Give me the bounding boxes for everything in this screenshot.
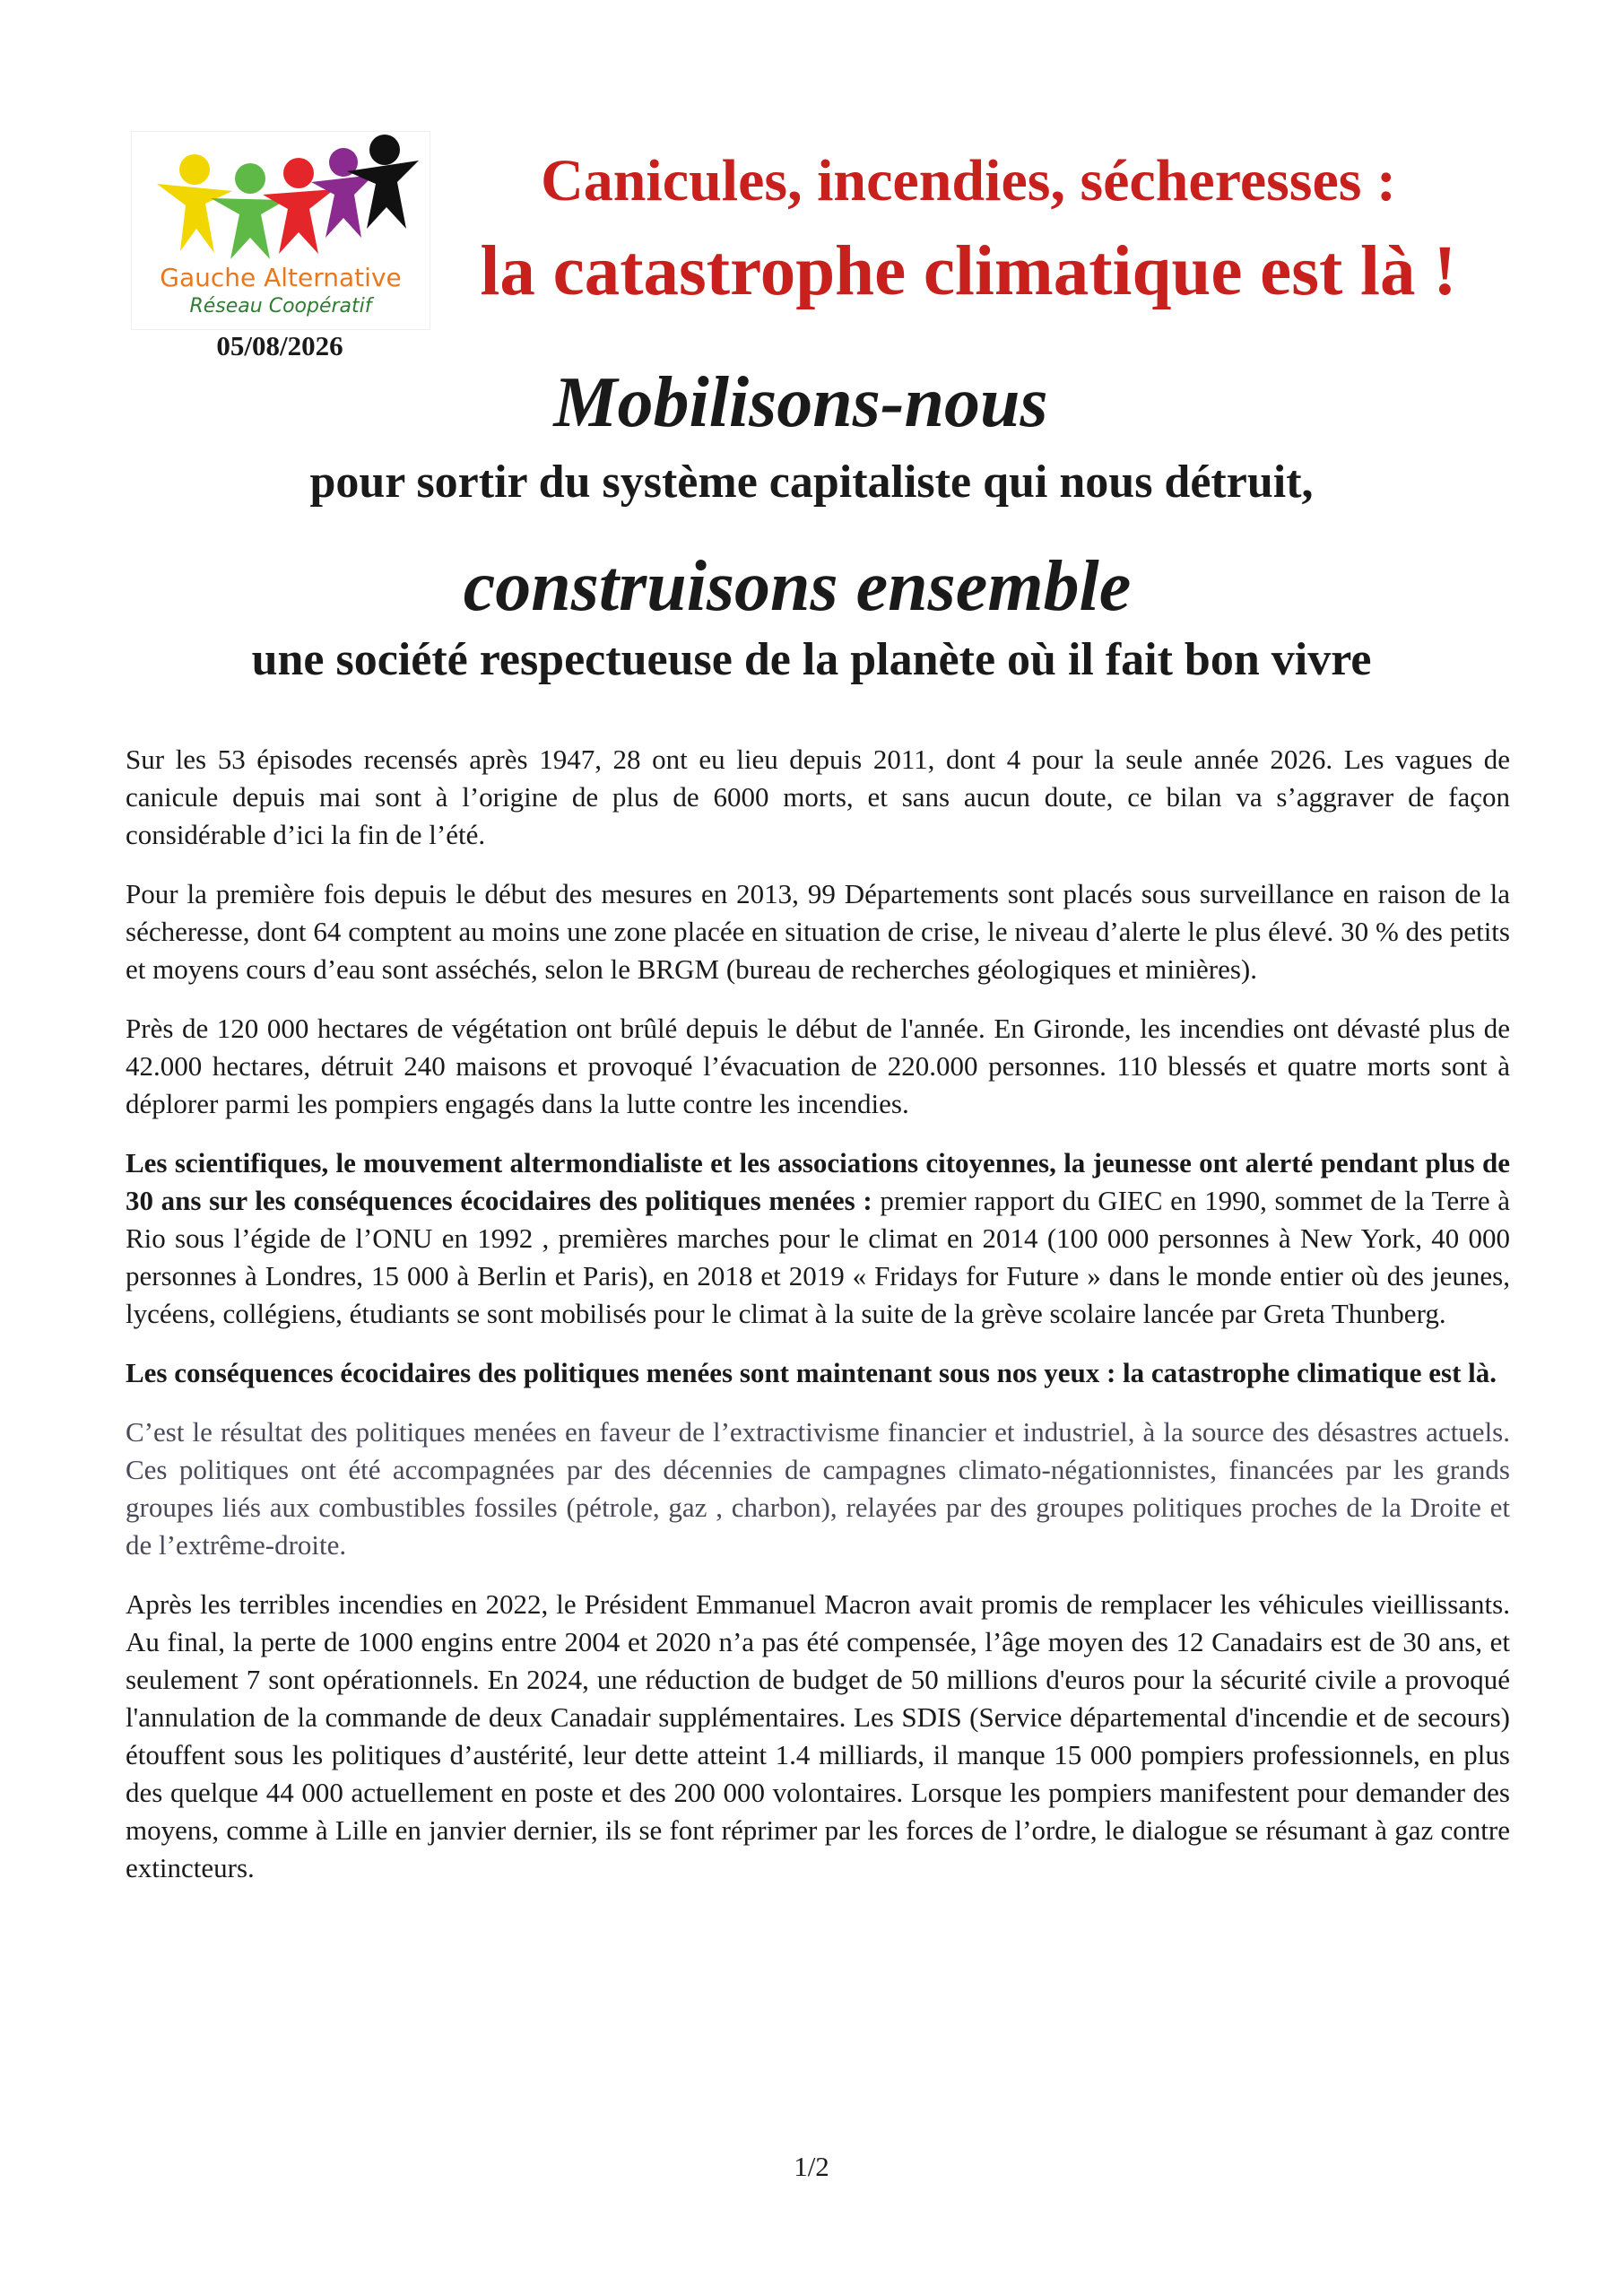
paragraph-secheresse: Pour la première fois depuis le début des mesures en 2013, 99 Départements sont placés sous surveillance en raison de la sécheresse, dont 64 comptent au moins une zone placée en situation de crise, le niveau d’alerte le plus élevé. 30 % des petits et moyens cours d’eau sont asséchés, selon le BRGM (bureau de recherches géologiques et minières).: [126, 878, 1510, 985]
people-figures-icon: [132, 132, 430, 266]
subtitle-construisons: construisons ensemble: [463, 547, 1132, 626]
logo-name: Gauche Alternative: [160, 263, 402, 292]
organization-logo: [131, 131, 430, 330]
main-title-line-2: la catastrophe climatique est là !: [480, 232, 1457, 310]
subtitle-sortir: pour sortir du système capitaliste qui nous détruit,: [309, 457, 1314, 508]
article-body: [126, 741, 1510, 1909]
paragraph-episodes: Sur les 53 épisodes recensés après 1947, 28 ont eu lieu depuis 2011, dont 4 pour la seule année 2026. Les vagues de canicule depuis mai sont à l’origine de plus de 6000 morts, et sans aucun doute, ce bilan va s’aggraver de façon considérable d’ici la fin de l’été.: [126, 744, 1510, 850]
paragraph-scientifiques-lead: Les scientifiques, le mouvement altermondialiste et les associations citoyennes, la jeunesse ont alerté pendant plus de 30 ans sur les conséquences écocidaires des politiques menées :: [126, 1147, 1510, 1216]
subtitle-mobilisons: Mobilisons-nous: [553, 363, 1048, 442]
subtitle-societe: une société respectueuse de la planète où il fait bon vivre: [251, 634, 1372, 685]
main-title-line-1: Canicules, incendies, sécheresses :: [541, 148, 1396, 213]
paragraph-consequences: [126, 1354, 1510, 1392]
paragraph-incendies: Près de 120 000 hectares de végétation ont brûlé depuis le début de l'année. En Gironde, les incendies ont dévasté plus de 42.000 hectares, détruit 240 maisons et provoqué l’évacuation de 220.000 personnes. 110 blessés et quatre morts sont à déplorer parmi les pompiers engagés dans la lutte contre les incendies.: [126, 1013, 1510, 1119]
paragraph-scientifiques-rest: premier rapport du GIEC en 1990, sommet de la Terre à Rio sous l’égide de l’ONU en 1992 , premières marches pour le climat en 2014 (100 000 personnes à New York, 40 000 personnes à Londres, 15 000 à Berlin et Paris), en 2018 et 2019 « Fridays for Future » dans le monde entier où des jeunes, lycéens, collégiens, étudiants se sont mobilisés pour le climat à la suite de la grève scolaire lancée par Greta Thunberg.: [126, 1185, 1510, 1329]
logo-subtitle: Réseau Coopératif: [189, 295, 372, 317]
green-figure: [211, 163, 286, 259]
paragraph-consequences-text: Les conséquences écocidaires des politiques menées sont maintenant sous nos yeux : la catastrophe climatique est là.: [126, 1357, 1497, 1388]
paragraph-extractivisme: C’est le résultat des politiques menées en faveur de l’extractivisme financier et industriel, à la source des désastres actuels. Ces politiques ont été accompagnées par des décennies de campagnes climato-négationnistes, financées par les grands groupes liés aux combustibles fossiles (pétrole, gaz , charbon), relayées par des groupes politiques proches de la Droite et de l’extrême-droite.: [126, 1416, 1510, 1561]
page-number: 1/2: [794, 2151, 829, 2182]
document-date: 05/08/2026: [216, 330, 343, 361]
paragraph-scientifiques: [126, 1144, 1510, 1333]
paragraph-pompiers: Après les terribles incendies en 2022, le Président Emmanuel Macron avait promis de remplacer les véhicules vieillissants. Au final, la perte de 1000 engins entre 2004 et 2020 n’a pas été compensée, l’âge moyen des 12 Canadairs est de 30 ans, et seulement 7 sont opérationnels. En 2024, une réduction de budget de 50 millions d'euros pour la sécurité civile a provoqué l'annulation de la commande de deux Canadair supplémentaires. Les SDIS (Service départemental d'incendie et de secours) étouffent sous les politiques d’austérité, leur dette atteint 1.4 milliards, il manque 15 000 pompiers professionnels, en plus des quelque 44 000 actuellement en poste et des 200 000 volontaires. Lorsque les pompiers manifestent pour demander des moyens, comme à Lille en janvier dernier, ils se font réprimer par les forces de l’ordre, le dialogue se résumant à gaz contre extincteurs.: [126, 1588, 1510, 1883]
